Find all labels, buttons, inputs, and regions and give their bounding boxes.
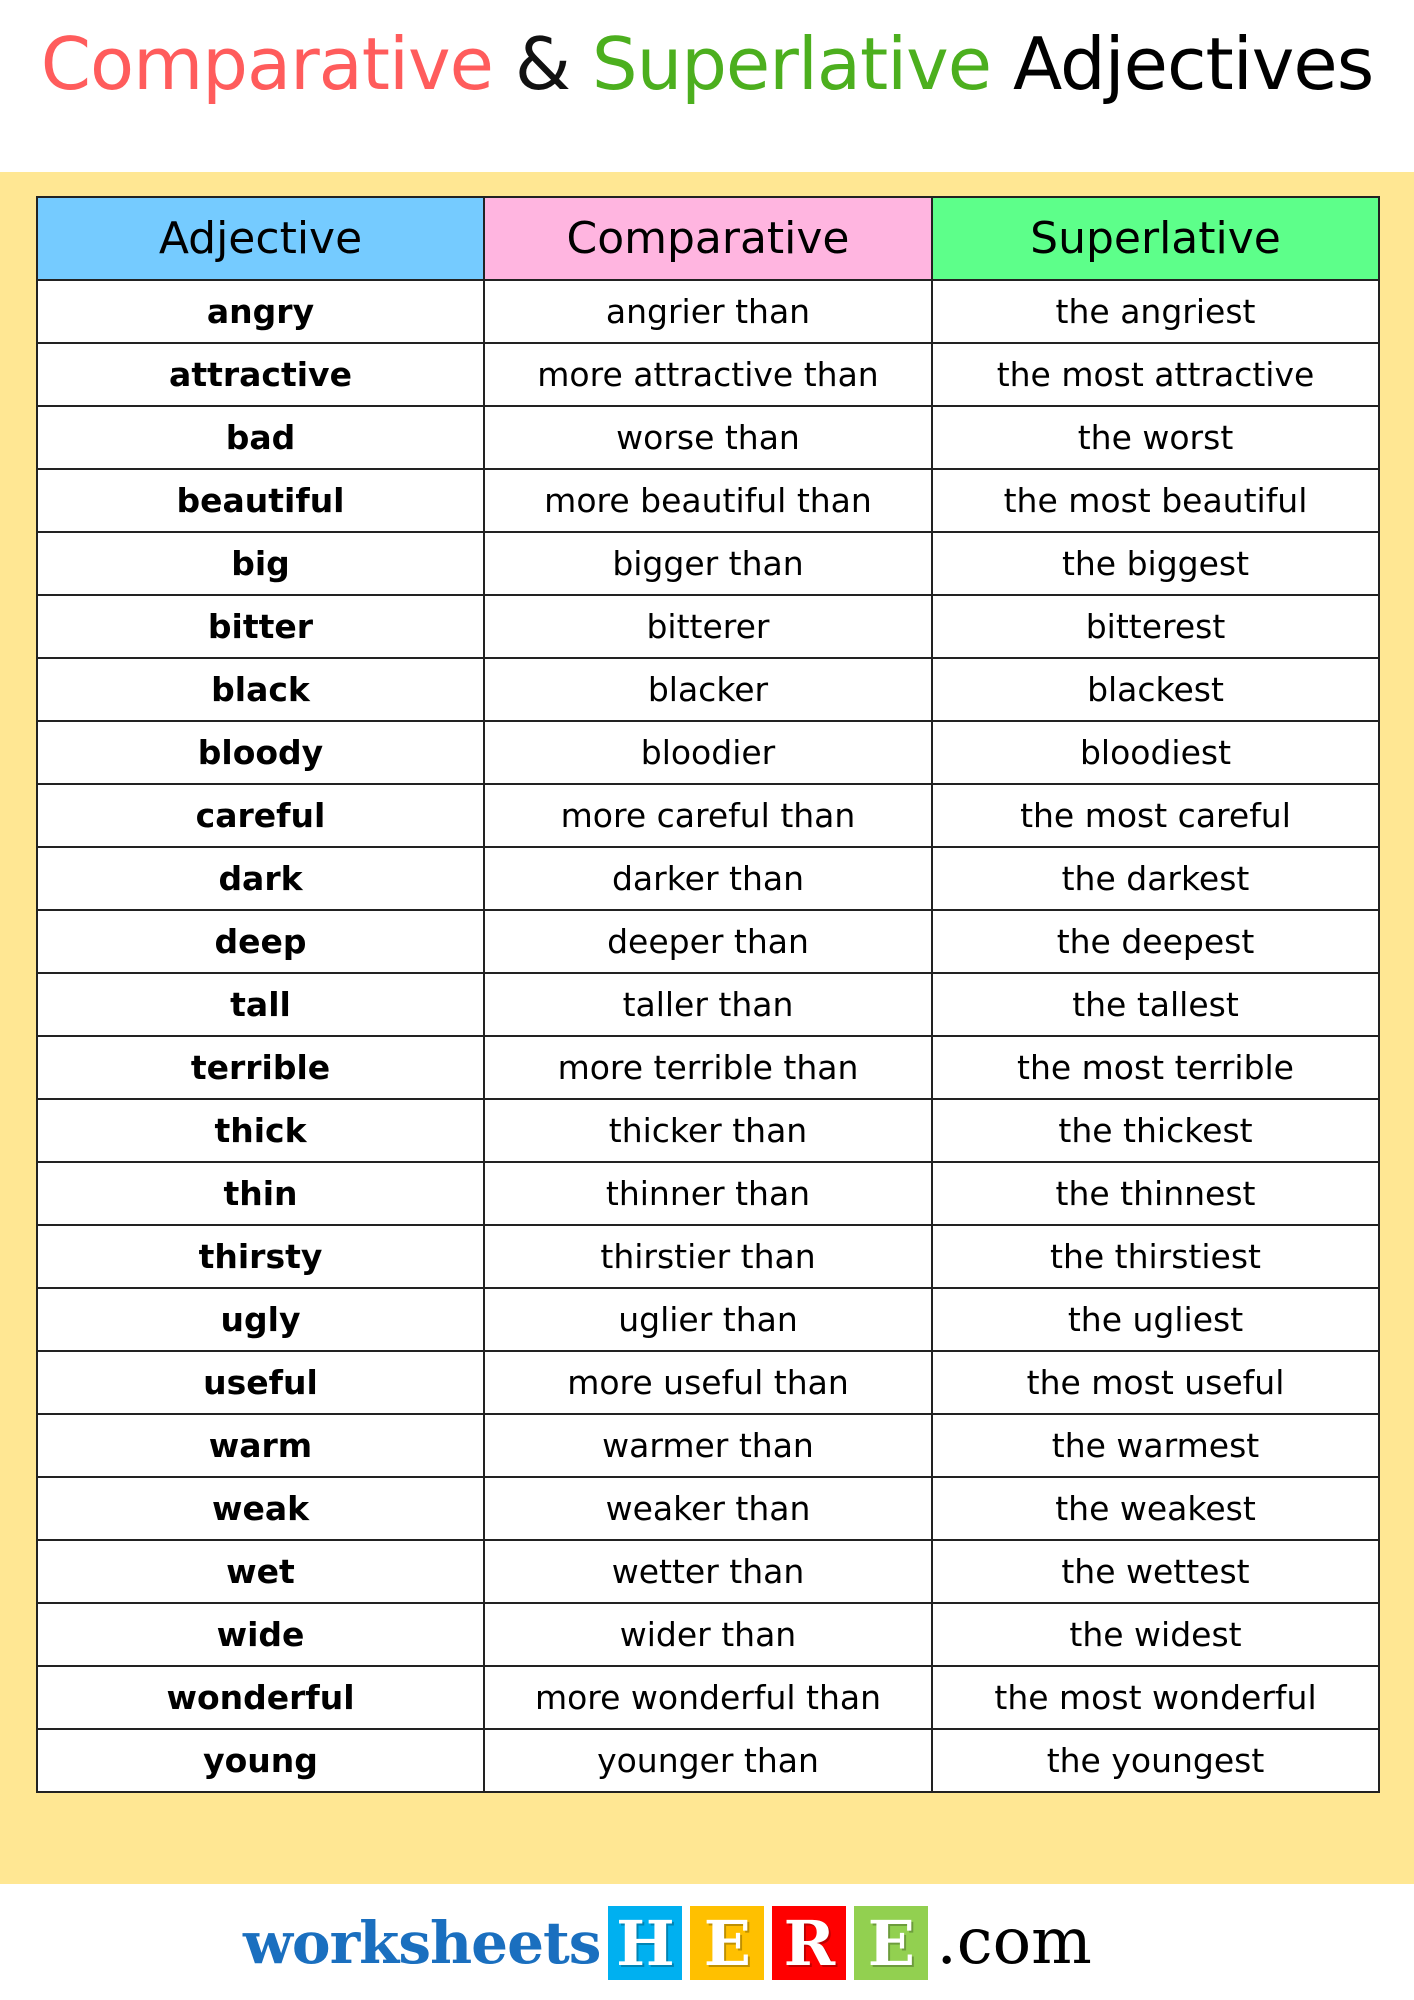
page-title: [0, 22, 1414, 106]
cell-superlative: the widest: [932, 1603, 1379, 1666]
cell-superlative: the most terrible: [932, 1036, 1379, 1099]
cell-comparative: more attractive than: [484, 343, 932, 406]
table-row: [37, 1603, 1379, 1666]
table-row: [37, 784, 1379, 847]
logo-letter-box: E: [854, 1906, 928, 1980]
title-word-comparative: Comparative: [40, 22, 493, 106]
cell-comparative: weaker than: [484, 1477, 932, 1540]
cell-comparative: more beautiful than: [484, 469, 932, 532]
table-body: [37, 280, 1379, 1792]
cell-comparative: more careful than: [484, 784, 932, 847]
table-row: [37, 910, 1379, 973]
cell-adjective: bad: [37, 406, 484, 469]
cell-adjective: useful: [37, 1351, 484, 1414]
table-row: [37, 847, 1379, 910]
table-row: [37, 532, 1379, 595]
cell-adjective: black: [37, 658, 484, 721]
cell-superlative: bloodiest: [932, 721, 1379, 784]
cell-adjective: wonderful: [37, 1666, 484, 1729]
cell-adjective: beautiful: [37, 469, 484, 532]
cell-comparative: thirstier than: [484, 1225, 932, 1288]
cell-comparative: uglier than: [484, 1288, 932, 1351]
table-row: [37, 280, 1379, 343]
cell-adjective: wet: [37, 1540, 484, 1603]
table-row: [37, 1351, 1379, 1414]
table-row: [37, 343, 1379, 406]
cell-superlative: the youngest: [932, 1729, 1379, 1792]
table-row: [37, 595, 1379, 658]
logo-prefix: worksheets: [243, 1909, 601, 1977]
cell-superlative: the thinnest: [932, 1162, 1379, 1225]
header-adjective: Adjective: [37, 197, 484, 280]
cell-superlative: the most wonderful: [932, 1666, 1379, 1729]
cell-comparative: darker than: [484, 847, 932, 910]
table-row: [37, 1036, 1379, 1099]
cell-superlative: bitterest: [932, 595, 1379, 658]
cell-adjective: thirsty: [37, 1225, 484, 1288]
cell-superlative: the wettest: [932, 1540, 1379, 1603]
table-row: [37, 1225, 1379, 1288]
cell-adjective: attractive: [37, 343, 484, 406]
title-word-adjectives: Adjectives: [1012, 22, 1374, 106]
cell-adjective: careful: [37, 784, 484, 847]
cell-superlative: the warmest: [932, 1414, 1379, 1477]
cell-comparative: worse than: [484, 406, 932, 469]
logo-suffix: .com: [936, 1905, 1092, 1979]
title-word-superlative: Superlative: [591, 22, 992, 106]
cell-comparative: bitterer: [484, 595, 932, 658]
logo-letter-box: H: [608, 1906, 682, 1980]
cell-superlative: the thirstiest: [932, 1225, 1379, 1288]
cell-adjective: wide: [37, 1603, 484, 1666]
cell-comparative: thicker than: [484, 1099, 932, 1162]
cell-adjective: bitter: [37, 595, 484, 658]
table-row: [37, 1414, 1379, 1477]
cell-adjective: angry: [37, 280, 484, 343]
table-row: [37, 1666, 1379, 1729]
table-row: [37, 469, 1379, 532]
logo-letter-box: R: [772, 1906, 846, 1980]
table-row: [37, 1162, 1379, 1225]
site-logo: [243, 1902, 1092, 1980]
cell-comparative: more useful than: [484, 1351, 932, 1414]
cell-comparative: taller than: [484, 973, 932, 1036]
header-superlative: Superlative: [932, 197, 1379, 280]
cell-comparative: wider than: [484, 1603, 932, 1666]
table-row: [37, 721, 1379, 784]
table-row: [37, 1477, 1379, 1540]
cell-adjective: young: [37, 1729, 484, 1792]
cell-superlative: the worst: [932, 406, 1379, 469]
table-row: [37, 1729, 1379, 1792]
cell-comparative: more wonderful than: [484, 1666, 932, 1729]
table-header-row: [37, 197, 1379, 280]
cell-adjective: weak: [37, 1477, 484, 1540]
table-row: [37, 406, 1379, 469]
table-row: [37, 1288, 1379, 1351]
cell-comparative: warmer than: [484, 1414, 932, 1477]
cell-superlative: the angriest: [932, 280, 1379, 343]
table-row: [37, 1099, 1379, 1162]
cell-comparative: bigger than: [484, 532, 932, 595]
cell-superlative: the tallest: [932, 973, 1379, 1036]
cell-superlative: the ugliest: [932, 1288, 1379, 1351]
cell-comparative: wetter than: [484, 1540, 932, 1603]
table-row: [37, 1540, 1379, 1603]
title-ampersand: &: [514, 22, 570, 106]
cell-comparative: blacker: [484, 658, 932, 721]
cell-superlative: blackest: [932, 658, 1379, 721]
cell-adjective: big: [37, 532, 484, 595]
cell-superlative: the most useful: [932, 1351, 1379, 1414]
cell-adjective: terrible: [37, 1036, 484, 1099]
cell-superlative: the darkest: [932, 847, 1379, 910]
cell-superlative: the most beautiful: [932, 469, 1379, 532]
cell-superlative: the most attractive: [932, 343, 1379, 406]
cell-adjective: warm: [37, 1414, 484, 1477]
cell-superlative: the biggest: [932, 532, 1379, 595]
cell-superlative: the weakest: [932, 1477, 1379, 1540]
table-row: [37, 658, 1379, 721]
cell-adjective: bloody: [37, 721, 484, 784]
cell-superlative: the most careful: [932, 784, 1379, 847]
cell-superlative: the thickest: [932, 1099, 1379, 1162]
cell-comparative: bloodier: [484, 721, 932, 784]
table-row: [37, 973, 1379, 1036]
cell-comparative: deeper than: [484, 910, 932, 973]
logo-letter-box: E: [690, 1906, 764, 1980]
cell-comparative: more terrible than: [484, 1036, 932, 1099]
cell-adjective: thick: [37, 1099, 484, 1162]
header-comparative: Comparative: [484, 197, 932, 280]
cell-adjective: deep: [37, 910, 484, 973]
cell-comparative: angrier than: [484, 280, 932, 343]
adjectives-table: [36, 196, 1380, 1793]
cell-adjective: thin: [37, 1162, 484, 1225]
cell-comparative: thinner than: [484, 1162, 932, 1225]
cell-superlative: the deepest: [932, 910, 1379, 973]
cell-adjective: ugly: [37, 1288, 484, 1351]
cell-comparative: younger than: [484, 1729, 932, 1792]
cell-adjective: tall: [37, 973, 484, 1036]
cell-adjective: dark: [37, 847, 484, 910]
